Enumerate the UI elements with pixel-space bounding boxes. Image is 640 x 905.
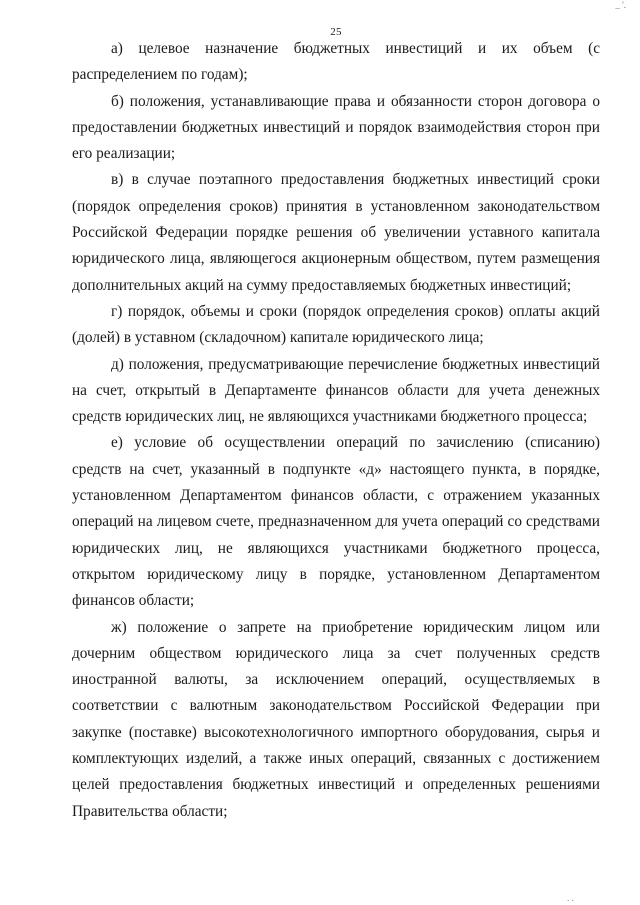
paragraph-d: д) положения, предусматривающие перечисление бюджетных инвестиций на счет, открытый в Департаменте финансов области для учета денежных средств юридических лиц, не являющихся участниками бюджетного процесса;: [72, 355, 600, 426]
corner-scan-mark: _ '.: [615, 0, 626, 10]
paragraph-v: в) в случае поэтапного предоставления бюджетных инвестиций сроки (порядок определения сроков) принятия в установленном законодательством Российской Федерации порядке решения об увеличении уставного капитала юридического лица, являющегося акционерным обществом, путем размещения дополнительных акций на сумму предоставляемых бюджетных инвестиций;: [72, 171, 600, 294]
page-number: 25: [330, 26, 342, 38]
paragraph-zh: ж) положение о запрете на приобретение юридическим лицом или дочерним обществом юридического лица за счет полученных средств иностранной валюты, за исключением операций, осуществляемых в соответствии с валютным законодательством Российской Федерации при закупке (поставке) высокотехнологичного импортного оборудования, сырья и комплектующих изделий, а также иных операций, связанных с достижением целей предоставления бюджетных инвестиций и определенных решениями Правительства области;: [72, 618, 600, 820]
document-body: [72, 36, 600, 825]
bottom-scan-mark: . .: [567, 893, 574, 903]
paragraph-b: б) положения, устанавливающие права и обязанности сторон договора о предоставлении бюджетных инвестиций и порядок взаимодействия сторон при его реализации;: [72, 92, 600, 163]
paragraph-a: а) целевое назначение бюджетных инвестиций и их объем (с распределением по годам);: [72, 40, 600, 84]
paragraph-e: е) условие об осуществлении операций по зачислению (списанию) средств на счет, указанный в подпункте «д» настоящего пункта, в порядке, установленном Департаментом финансов области, с отражением указанных операций на лицевом счете, предназначенном для учета операций со средствами юридических лиц, не являющихся участниками бюджетного процесса, открытом юридическому лицу в порядке, установленном Департаментом финансов области;: [72, 434, 600, 610]
paragraph-g: г) порядок, объемы и сроки (порядок определения сроков) оплаты акций (долей) в уставном (складочном) капитале юридического лица;: [72, 302, 600, 347]
